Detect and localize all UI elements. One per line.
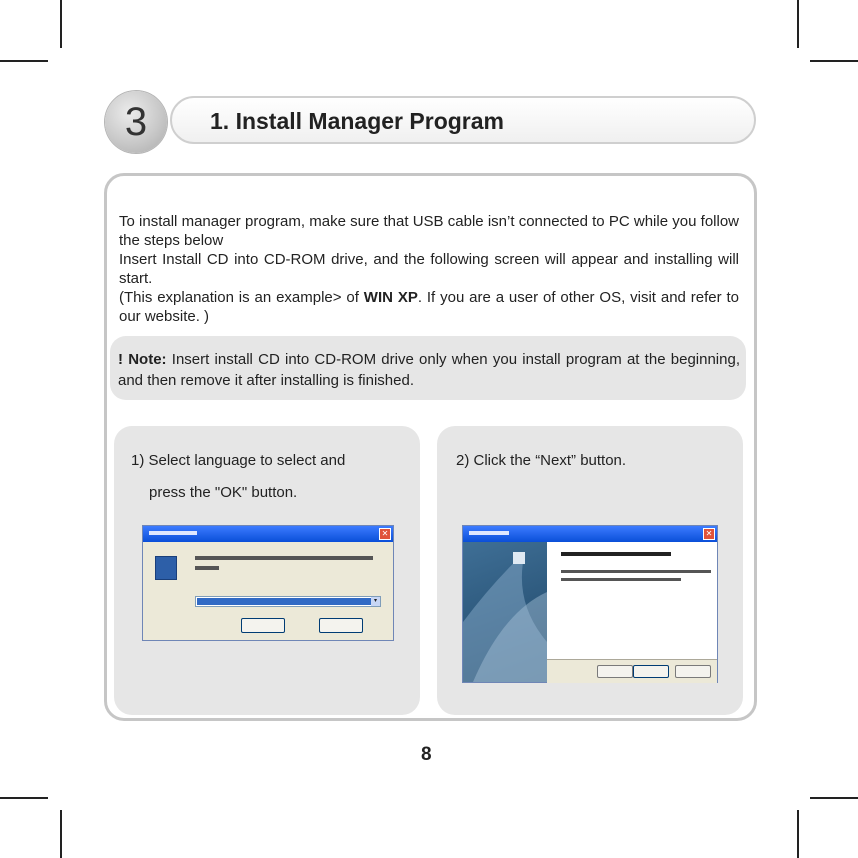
crop-mark-tl-h — [0, 60, 48, 62]
intro-text — [119, 212, 739, 326]
section-number-badge: 3 — [105, 91, 167, 153]
crop-mark-tl-v — [60, 0, 62, 48]
crop-mark-bl-v — [60, 810, 62, 858]
wizard-body-placeholder — [561, 570, 711, 573]
note-label: ! Note: — [118, 351, 167, 368]
setup-icon — [155, 556, 177, 580]
os-name: WIN XP — [363, 289, 418, 306]
chevron-down-icon: ▾ — [371, 597, 380, 606]
crop-mark-bl-h — [0, 797, 48, 799]
step-1-line-2: press the "OK" button. — [149, 484, 298, 501]
page-title: 1. Install Manager Program — [210, 108, 504, 134]
dialog-message-placeholder — [195, 556, 373, 560]
crop-mark-tr-v — [797, 0, 799, 48]
dialog-message-placeholder-2 — [195, 566, 219, 570]
crop-mark-tr-h — [810, 60, 858, 62]
install-wizard-screenshot — [462, 525, 718, 683]
wizard-body-placeholder-2 — [561, 578, 681, 581]
dialog-titlebar — [143, 526, 393, 542]
wizard-heading-placeholder — [561, 552, 671, 556]
wizard-titlebar — [463, 526, 717, 542]
step-1-line-1: 1) Select language to select and — [131, 452, 346, 469]
wizard-graphic-icon — [463, 542, 547, 682]
cancel-button — [675, 665, 711, 678]
step-2-line-1: 2) Click the “Next” button. — [456, 452, 627, 469]
language-dialog-screenshot — [142, 525, 394, 641]
page-number: 8 — [421, 744, 432, 765]
cancel-button — [319, 618, 363, 633]
crop-mark-br-h — [810, 797, 858, 799]
language-select — [195, 596, 381, 607]
close-icon: ✕ — [379, 528, 391, 540]
intro-line-1: To install manager program, make sure that USB cable isn’t connected to PC while you follow the steps below — [119, 213, 739, 249]
intro-line-2: Insert Install CD into CD-ROM drive, and the following screen will appear and installing will start. — [119, 251, 739, 287]
wizard-side-graphic — [463, 542, 547, 682]
intro-line-3: (This explanation is an example> of WIN XP. If you are a user of other OS, visit and refer to our website. ) — [119, 289, 739, 325]
ok-button — [241, 618, 285, 633]
note-text: ! Note: Insert install CD into CD-ROM drive only when you install program at the beginning, and then remove it after installing is finished. — [118, 351, 740, 389]
next-button — [633, 665, 669, 678]
close-icon: ✕ — [703, 528, 715, 540]
back-button — [597, 665, 633, 678]
crop-mark-br-v — [797, 810, 799, 858]
